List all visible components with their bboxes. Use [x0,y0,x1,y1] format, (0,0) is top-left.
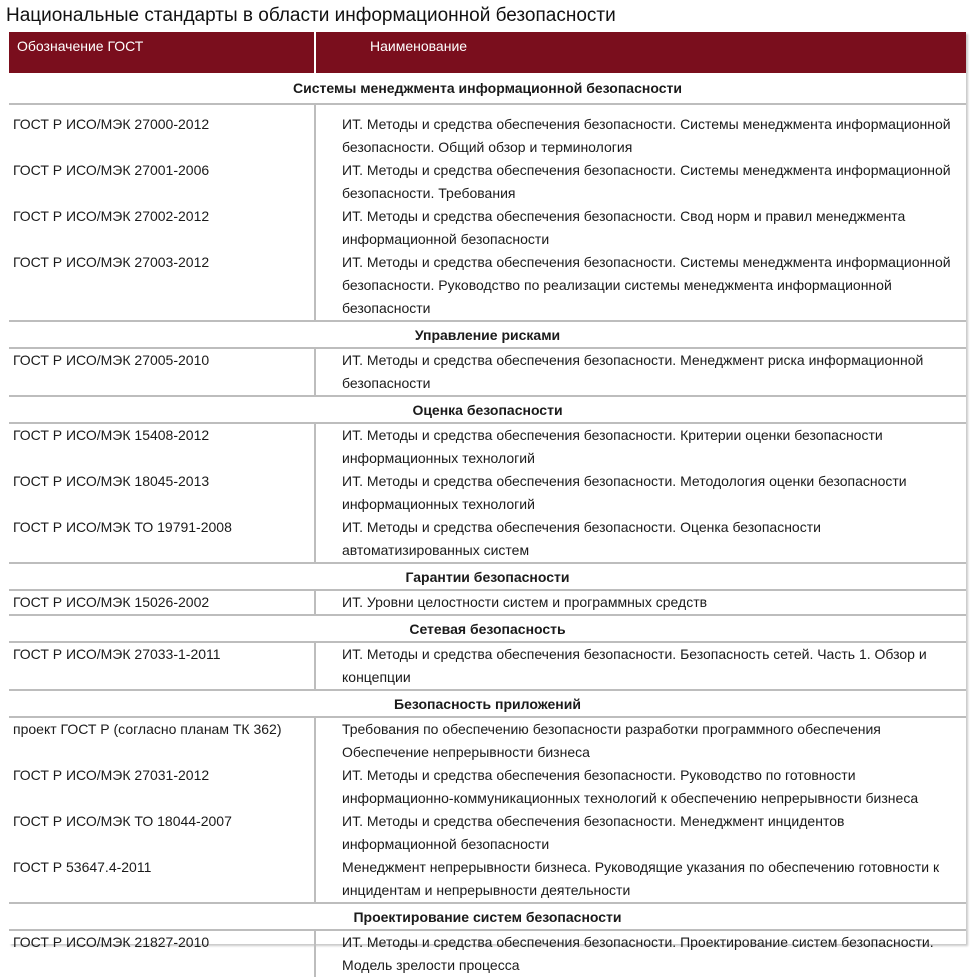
standard-code: проект ГОСТ Р (согласно планам ТК 362) [13,721,282,737]
standard-name: ИТ. Уровни целостности систем и программных средств [315,590,966,615]
standard-code: ГОСТ Р ИСО/МЭК 27005-2010 [13,352,210,368]
section-row [9,321,966,348]
table-row [9,590,966,615]
column-header-code-label: Обозначение ГОСТ [17,38,144,54]
table-header-row [9,32,966,73]
table-row [9,104,966,159]
column-header-code [9,32,315,73]
standard-code: ГОСТ Р ИСО/МЭК 15026-2002 [13,594,210,610]
standard-code: ГОСТ Р ИСО/МЭК 27000-2012 [13,116,210,132]
table-row [9,348,966,396]
standards-table-container [9,32,966,973]
standard-name: ИТ. Методы и средства обеспечения безопасности. Методология оценки безопасности информационных технологий [315,470,966,516]
standard-code: ГОСТ Р ИСО/МЭК 15408-2012 [13,427,210,443]
page-title: Национальные стандарты в области информационной безопасности [6,5,616,26]
table-row [9,856,966,903]
table-row [9,516,966,563]
section-title: Системы менеджмента информационной безопасности [9,73,966,104]
table-row [9,205,966,251]
standard-name: ИТ. Методы и средства обеспечения безопасности. Безопасность сетей. Часть 1. Обзор и концепции [315,642,966,690]
section-title: Проектирование систем безопасности [9,903,966,930]
section-row [9,563,966,590]
standard-name: ИТ. Методы и средства обеспечения безопасности. Свод норм и правил менеджмента информационной безопасности [315,205,966,251]
table-row [9,810,966,856]
standard-code: ГОСТ Р ИСО/МЭК 27001-2006 [13,162,210,178]
standard-name: ИТ. Методы и средства обеспечения безопасности. Руководство по готовности информационно-коммуникационных технологий к обеспечению непрерывности бизнеса [315,764,966,810]
table-row [9,423,966,470]
standard-code: ГОСТ Р ИСО/МЭК 27002-2012 [13,208,210,224]
standards-table [9,32,966,977]
table-row [9,251,966,321]
standard-name: ИТ. Методы и средства обеспечения безопасности. Системы менеджмента информационной безопасности. Общий обзор и терминология [315,104,966,159]
standard-code: ГОСТ Р ИСО/МЭК 27003-2012 [13,254,210,270]
section-row [9,615,966,642]
standard-name: ИТ. Методы и средства обеспечения безопасности. Системы менеджмента информационной безопасности. Требования [315,159,966,205]
standard-name: ИТ. Методы и средства обеспечения безопасности. Проектирование систем безопасности. Модель зрелости процесса [315,930,966,977]
section-row [9,690,966,717]
standard-code: ГОСТ Р 53647.4-2011 [13,859,152,875]
section-row [9,903,966,930]
table-row [9,159,966,205]
standard-name: Менеджмент непрерывности бизнеса. Руководящие указания по обеспечению готовности к инцидентам и непрерывности деятельности [315,856,966,903]
section-title: Управление рисками [9,321,966,348]
standard-code: ГОСТ Р ИСО/МЭК ТО 18044-2007 [13,813,232,829]
section-title: Оценка безопасности [9,396,966,423]
standard-code: ГОСТ Р ИСО/МЭК 27031-2012 [13,767,210,783]
table-row [9,717,966,764]
section-title: Гарантии безопасности [9,563,966,590]
standard-code: ГОСТ Р ИСО/МЭК 27033-1-2011 [13,646,221,662]
section-title: Безопасность приложений [9,690,966,717]
standard-name: ИТ. Методы и средства обеспечения безопасности. Менеджмент инцидентов информационной безопасности [315,810,966,856]
table-row [9,470,966,516]
standard-code: ГОСТ Р ИСО/МЭК ТО 19791-2008 [13,519,232,535]
standard-code: ГОСТ Р ИСО/МЭК 18045-2013 [13,473,210,489]
section-row [9,73,966,104]
table-row [9,642,966,690]
standard-code: ГОСТ Р ИСО/МЭК 21827-2010 [13,934,210,950]
column-header-name [315,32,966,73]
table-row [9,930,966,977]
standard-name: ИТ. Методы и средства обеспечения безопасности. Критерии оценки безопасности информационных технологий [315,423,966,470]
section-title: Сетевая безопасность [9,615,966,642]
section-row [9,396,966,423]
column-header-name-label: Наименование [370,38,468,54]
table-row [9,764,966,810]
standard-name: ИТ. Методы и средства обеспечения безопасности. Системы менеджмента информационной безопасности. Руководство по реализации системы менеджмента информационной безопасности [315,251,966,321]
standard-name: ИТ. Методы и средства обеспечения безопасности. Менеджмент риска информационной безопасности [315,348,966,396]
standard-name: ИТ. Методы и средства обеспечения безопасности. Оценка безопасности автоматизированных систем [315,516,966,563]
standard-name: Требования по обеспечению безопасности разработки программного обеспечения Обеспечение непрерывности бизнеса [315,717,966,764]
